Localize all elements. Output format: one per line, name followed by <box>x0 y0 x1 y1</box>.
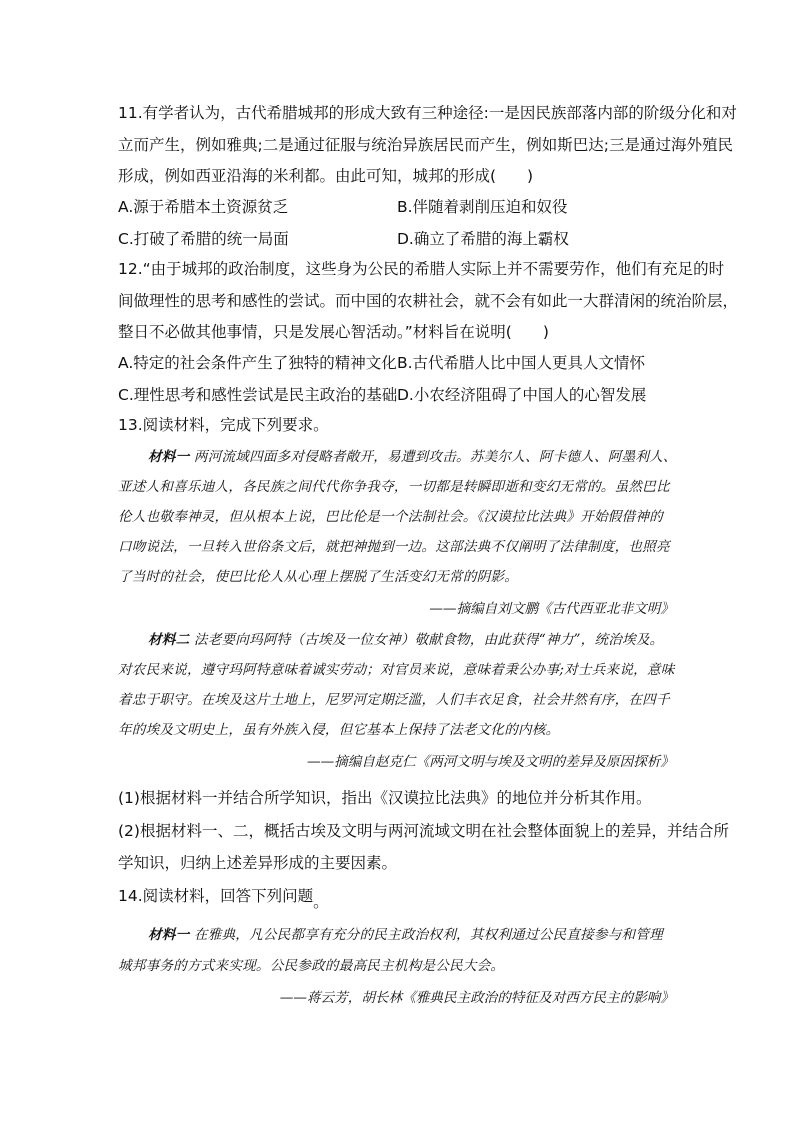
q11-option-d: D.确立了希腊的海上霸权 <box>397 230 569 248</box>
q14-title-text: 14.阅读材料，回答下列问题 <box>118 887 314 905</box>
q13-material1-label: 材料一 <box>148 449 190 465</box>
q13-material1-source: ——摘编自刘文鹏《古代西亚北非文明》 <box>429 601 674 617</box>
q14-title-mark: 。 <box>313 893 329 911</box>
q13-material1-text1: 两河流域四面多对侵略者敞开，易遭到攻击。苏美尔人、阿卡德人、阿墨利人、 <box>193 449 677 465</box>
q14-material1-text1: 在雅典，凡公民都享有充分的民主政治权利，其权利通过公民直接参与和管理 <box>193 927 663 943</box>
q11-option-a: A.源于希腊本土资源贫乏 <box>118 198 289 216</box>
q11-option-b: B.伴随着剥削压迫和奴役 <box>397 198 568 216</box>
q11-stem-line2: 立而产生，例如雅典;二是通过征服与统治异族居民而产生，例如斯巴达;三是通过海外殖民 <box>118 136 733 154</box>
q13-requirement1: (1)根据材料一并结合所学知识，指出《汉谟拉比法典》的地位并分析其作用。 <box>118 789 652 807</box>
q13-material2-line2: 对农民来说，遵守玛阿特意味着诚实劳动；对官员来说，意味着秉公办事;对士兵来说，意味 <box>118 662 675 678</box>
q14-material1-label: 材料一 <box>148 927 190 943</box>
q13-requirement2-line1: (2)根据材料一、二，概括古埃及文明与两河流域文明在社会整体面貌上的差异，并结合所 <box>118 822 729 840</box>
q11-stem-line3: 形成，例如西亚沿海的米利都。由此可知，城邦的形成( ) <box>118 167 534 185</box>
q13-title: 13.阅读材料，完成下列要求。 <box>118 416 329 434</box>
q13-material1-line3: 伦人也敬奉神灵，但从根本上说，巴比伦是一个法制社会。《汉谟拉比法典》开始假借神的 <box>118 509 663 525</box>
q13-material2-line3: 着忠于职守。在埃及这片土地上，尼罗河定期泛滥，人们丰衣足食，社会井然有序，在四千 <box>118 692 670 708</box>
q14-title <box>118 885 678 911</box>
q12-option-a: A.特定的社会条件产生了独特的精神文化 <box>118 354 397 372</box>
q12-stem-line3: 整日不必做其他事情，只是发展心智活动。”材料旨在说明( ) <box>118 323 549 341</box>
q12-option-c: C.理性思考和感性尝试是民主政治的基础 <box>118 386 398 404</box>
q13-material1-line1 <box>148 447 677 467</box>
q13-material2-source: ——摘编自赵克仁《两河文明与埃及文明的差异及原因探析》 <box>306 754 674 770</box>
q13-material2-line1 <box>148 630 663 650</box>
q14-material1-line2: 城邦事务的方式来实现。公民参政的最高民主机构是公民大会。 <box>118 958 505 974</box>
q14-material1-source: ——蒋云芳，胡长林《雅典民主政治的特征及对西方民主的影响》 <box>279 990 674 1006</box>
q13-material1-line4: 口吻说法，一旦转入世俗条文后，就把神抛到一边。这部法典不仅阐明了法律制度，也照亮 <box>118 539 670 555</box>
q12-option-b: B.古代希腊人比中国人更具人文情怀 <box>397 354 646 372</box>
q13-material1-line2: 亚述人和喜乐迪人，各民族之间代代你争我夺，一切都是转瞬即逝和变幻无常的。虽然巴比 <box>118 479 670 495</box>
q11-option-c: C.打破了希腊的统一局面 <box>118 230 289 248</box>
q12-stem-line2: 间做理性的思考和感性的尝试。而中国的农耕社会，就不会有如此一大群清闲的统治阶层， <box>118 292 739 310</box>
q12-option-d: D.小农经济阻碍了中国人的心智发展 <box>397 386 647 404</box>
q14-material1-line1 <box>148 925 663 945</box>
q13-requirement2-line2: 学知识，归纳上述差异形成的主要因素。 <box>118 854 398 872</box>
q13-material2-line4: 年的埃及文明史上，虽有外族入侵，但它基本上保持了法老文化的内核。 <box>118 722 560 738</box>
q13-material1-line5: 了当时的社会，使巴比伦人从心理上摆脱了生活变幻无常的阴影。 <box>118 569 519 585</box>
q11-stem-line1: 11.有学者认为，古代希腊城邦的形成大致有三种途径:一是因民族部落内部的阶级分化和对 <box>118 104 737 122</box>
q13-material2-label: 材料二 <box>148 632 190 648</box>
q13-material2-text1: 法老要向玛阿特（古埃及一位女神）敬献食物，由此获得“神力”，统治埃及。 <box>193 632 664 648</box>
q12-stem-line1: 12.“由于城邦的政治制度，这些身为公民的希腊人实际上并不需要劳作，他们有充足的时 <box>118 260 725 278</box>
